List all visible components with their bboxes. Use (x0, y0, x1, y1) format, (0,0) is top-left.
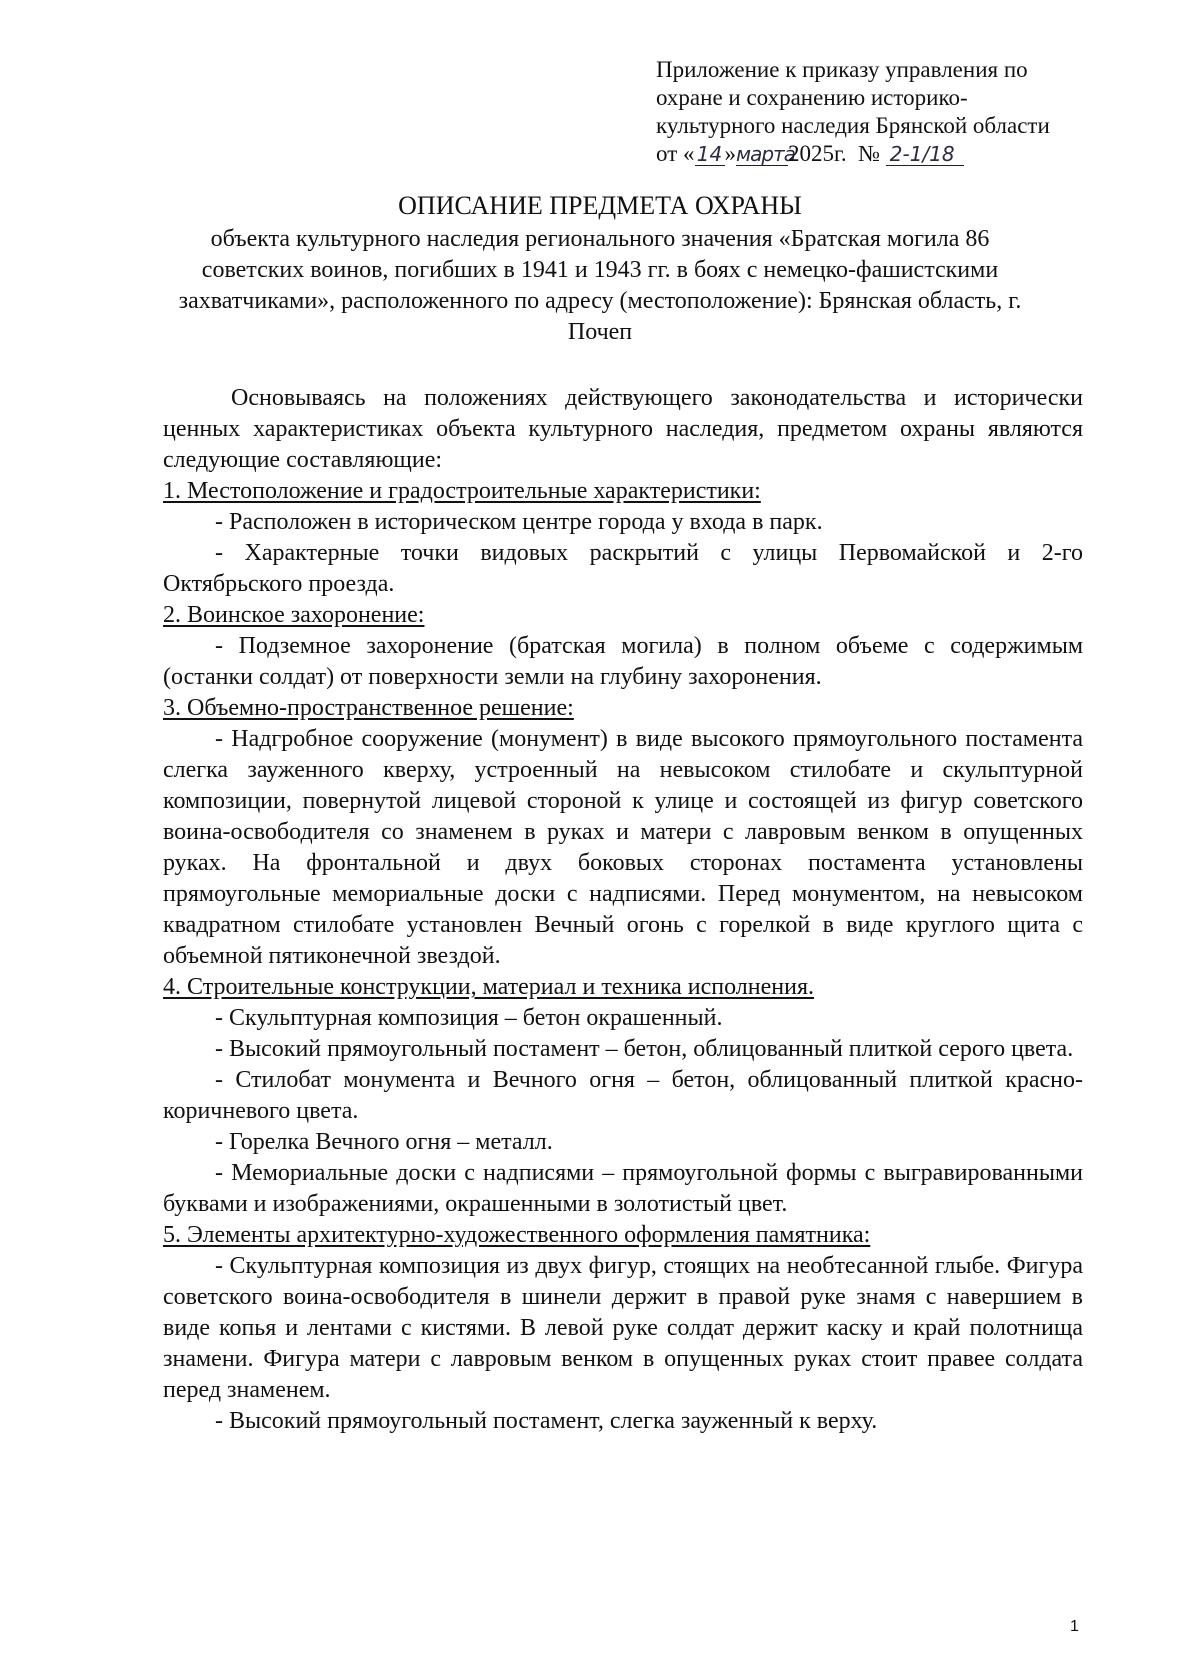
document-title: ОПИСАНИЕ ПРЕДМЕТА ОХРАНЫ (398, 191, 802, 220)
handwritten-order-number: 2-1/18 (886, 143, 964, 166)
section-item: - Скульптурная композиция – бетон окрашенный. (215, 1005, 723, 1031)
order-number-label: № (858, 141, 881, 166)
appendix-date-line (656, 140, 1096, 168)
appendix-line-2: охране и сохранению историко- (656, 85, 968, 110)
document-body (163, 383, 1083, 1437)
section-item: - Высокий прямоугольный постамент – бетон, облицованный плиткой серого цвета. (215, 1036, 1074, 1062)
section-item: - Расположен в историческом центре города у входа в парк. (215, 509, 823, 535)
section-heading: 2. Воинское захоронение: (163, 602, 425, 628)
date-prefix: от « (656, 141, 695, 166)
document-subtitle: объекта культурного наследия регионального значения «Братская могила 86 советских воинов, погибших в 1941 и 1943 гг. в боях с немецко-фашистскими захватчиками», расположенного по адресу (местоположение): Брянская область, г. Почеп (178, 226, 1022, 345)
handwritten-month: марта (736, 142, 795, 166)
section-heading: 3. Объемно-пространственное решение: (163, 695, 574, 721)
section-heading: 1. Местоположение и градостроительные характеристики: (163, 478, 761, 504)
section-item: - Высокий прямоугольный постамент, слегка зауженный к верху. (215, 1408, 878, 1434)
date-year: 2025г. (788, 141, 847, 166)
section-item: - Мемориальные доски с надписями – прямоугольной формы с выгравированными буквами и изображениями, окрашенными в золотистый цвет. (163, 1160, 1083, 1217)
section-item: - Характерные точки видовых раскрытий с улицы Первомайской и 2-го Октябрьского проезда. (163, 540, 1083, 597)
appendix-line-1: Приложение к приказу управления по (656, 57, 1028, 82)
appendix-note (656, 56, 1096, 168)
section-item: - Стилобат монумента и Вечного огня – бетон, облицованный плиткой красно-коричневого цвета. (163, 1067, 1083, 1124)
intro-paragraph: Основываясь на положениях действующего законодательства и исторически ценных характеристиках объекта культурного наследия, предметом охраны являются следующие составляющие: (163, 385, 1083, 473)
page-number: 1 (1070, 1618, 1079, 1635)
section-item: - Горелка Вечного огня – металл. (215, 1129, 553, 1155)
section-heading: 4. Строительные конструкции, материал и техника исполнения. (163, 974, 814, 1000)
section-item: - Надгробное сооружение (монумент) в виде высокого прямоугольного постамента слегка зауженного кверху, устроенный на невысоком стилобате и скульптурной композиции, повернутой лицевой стороной к улице и состоящей из фигур советского воина-освободителя со знаменем в руках и матери с лавровым венком в опущенных руках. На фронтальной и двух боковых сторонах постамента установлены прямоугольные мемориальные доски с надписями. Перед монументом, на невысоком квадратном стилобате установлен Вечный огонь с горелкой в виде круглого щита с объемной пятиконечной звездой. (163, 726, 1083, 969)
date-day-close: » (724, 141, 736, 166)
section-heading: 5. Элементы архитектурно-художественного оформления памятника: (163, 1222, 871, 1248)
handwritten-day: 14 (695, 143, 725, 166)
section-item: - Подземное захоронение (братская могила) в полном объеме с содержимым (останки солдат) от поверхности земли на глубину захоронения. (163, 633, 1083, 690)
appendix-line-3: культурного наследия Брянской области (656, 113, 1050, 138)
section-item: - Скульптурная композиция из двух фигур, стоящих на необтесанной глыбе. Фигура советского воина-освободителя в шинели держит в правой руке знамя с навершием в виде копья и лентами с кистями. В левой руке солдат держит каску и край полотнища знамени. Фигура матери с лавровым венком в опущенных руках стоит правее солдата перед знаменем. (163, 1253, 1083, 1403)
